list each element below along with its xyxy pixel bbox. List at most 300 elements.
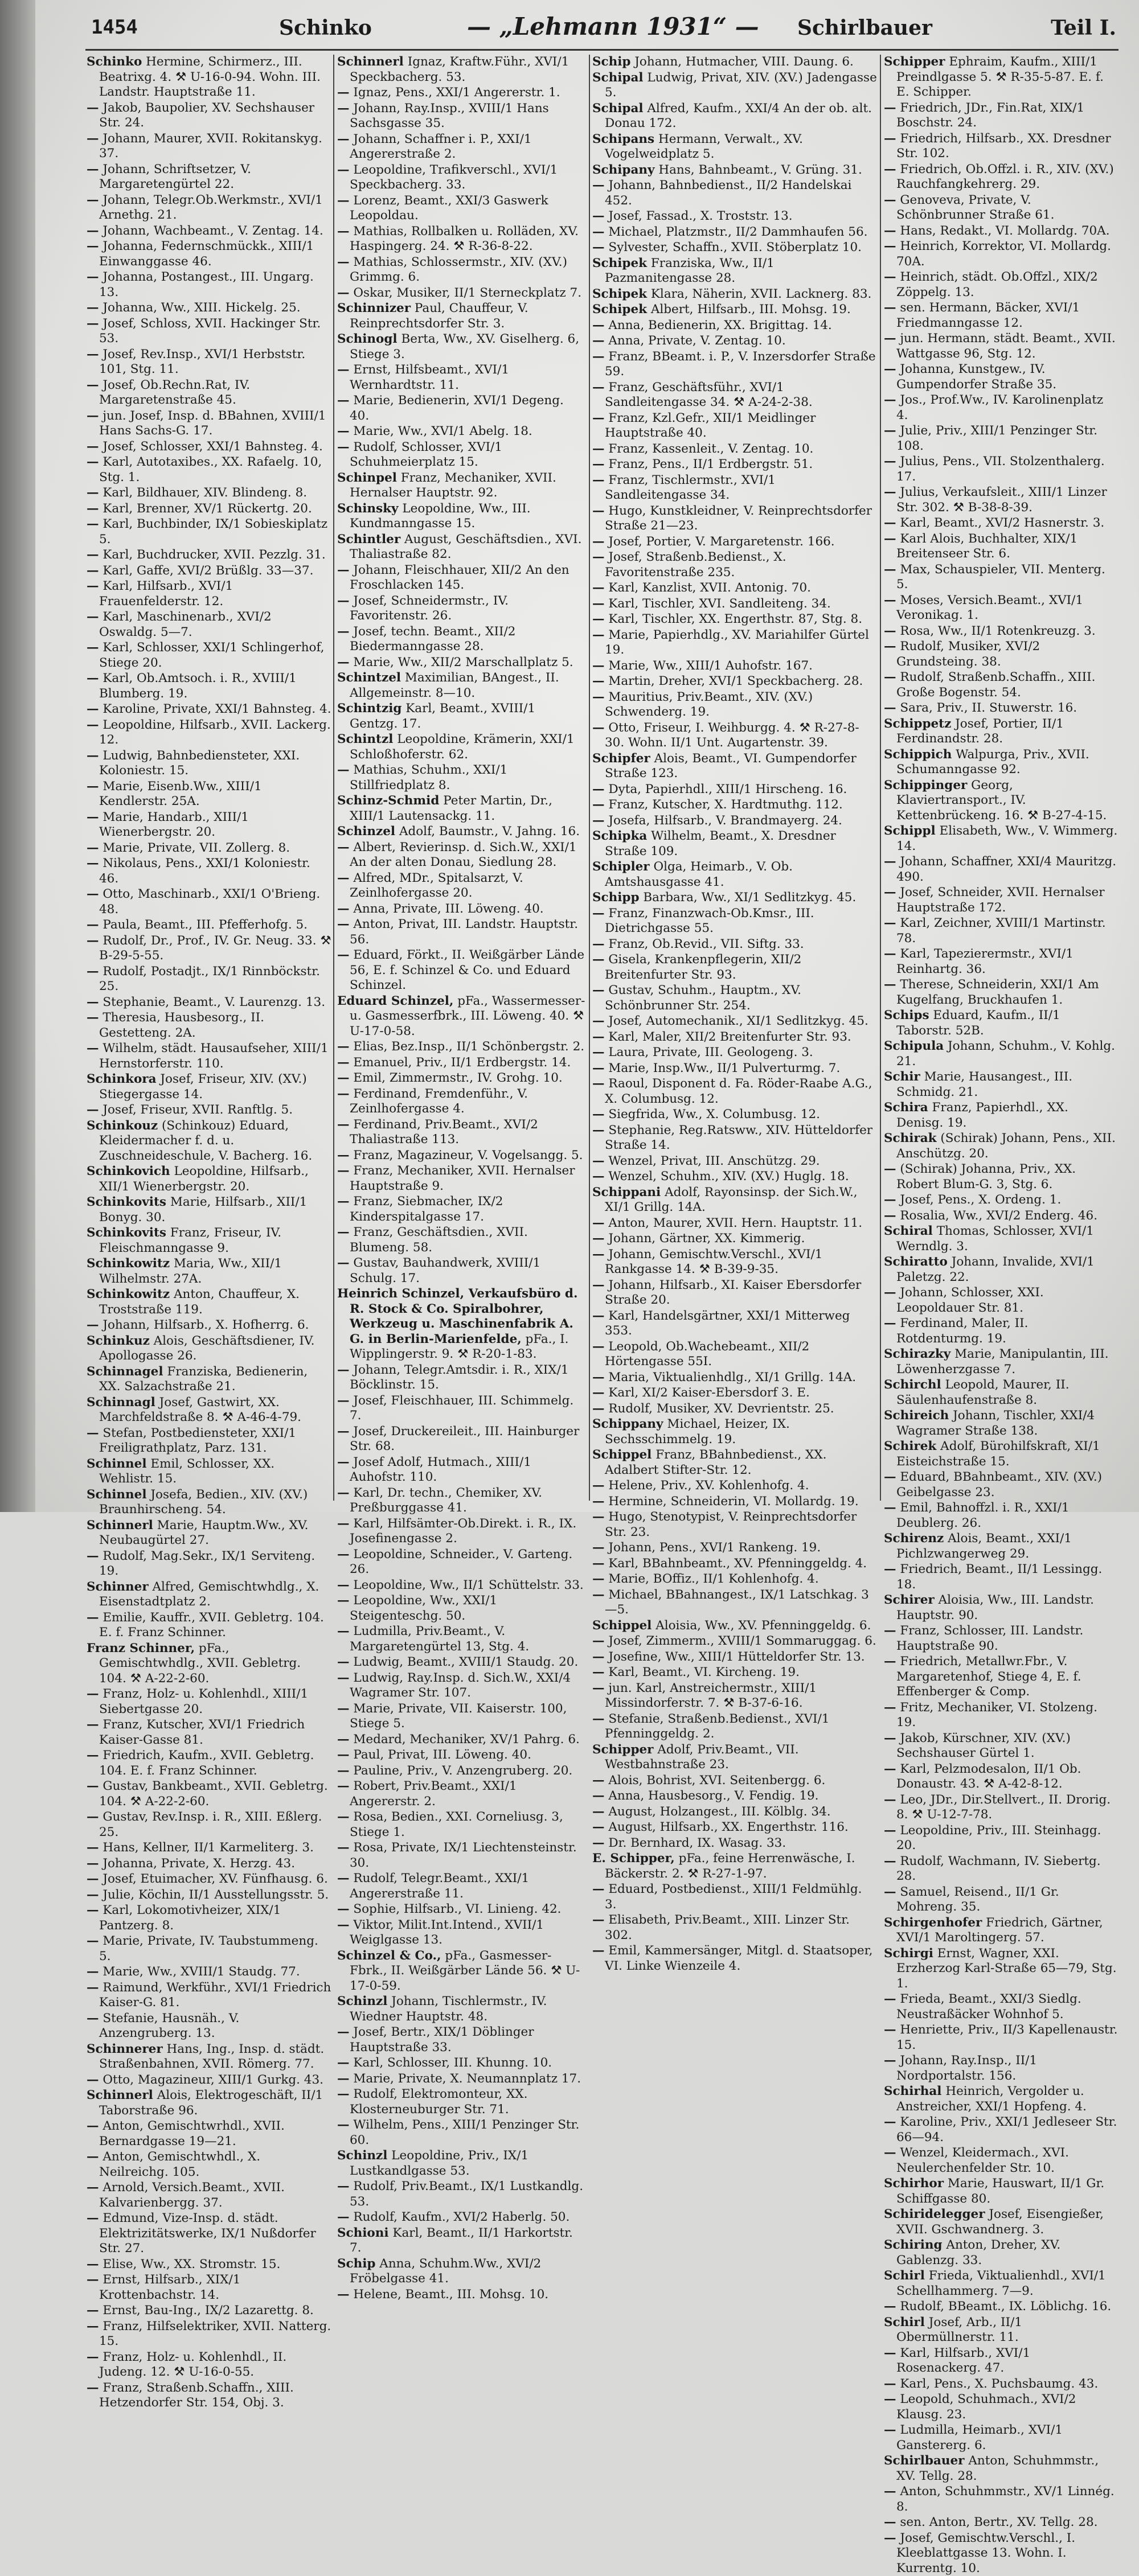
directory-entry [884, 1162, 1118, 1192]
entry-details: Ferdinand, Priv.Beamt., XVI/2 Thaliastraße 113. [350, 1118, 538, 1147]
directory-entry [87, 564, 331, 579]
entry-details: Franz, Hilfselektriker, XVII. Natterg. 15. [99, 2319, 331, 2349]
entry-details: August, Geschäftsdien., XVI. Thaliastraße 82. [350, 532, 581, 562]
directory-entry [884, 224, 1118, 239]
entry-details: Josef Adolf, Hutmach., XIII/1 Auhofstr. 110. [350, 1455, 531, 1485]
directory-entry [87, 2042, 331, 2072]
entry-details: Mauritius, Priv.Beamt., XIV. (XV.) Schwenderg. 19. [605, 690, 813, 720]
entry-details: Johann, Telegr.Ob.Werkmstr., XVI/1 Arnethg. 21. [99, 193, 323, 223]
entry-details: Johann, Telegr.Amtsdir. i. R., XIX/1 Böcklinstr. 15. [350, 1363, 569, 1392]
entry-details: (Schirak) Johanna, Priv., XX. Robert Blum-G. 3, Stg. 6. [896, 1162, 1076, 1192]
entry-surname: Schinner [87, 1580, 149, 1594]
entry-surname: — [884, 562, 896, 577]
directory-entry [884, 1624, 1118, 1654]
entry-details: Leopoldine, Krämerin, XXI/1 Schloßhoferstr. 62. [350, 732, 575, 762]
entry-surname: — [87, 1687, 99, 1701]
entry-details: Karl, Handelsgärtner, XXI/1 Mitterweg 353. [605, 1309, 850, 1338]
entry-surname: — [337, 393, 350, 408]
entry-surname: — [592, 1588, 605, 1602]
entry-details: (Schinkouz) Eduard, Kleidermacher f. d. u. Zuschneideschule, V. Bacherg. 16. [99, 1119, 312, 1163]
entry-details: Franz, Straßenb.Schaffn., XIII. Hetzendorfer Str. 154, Obj. 3. [99, 2381, 294, 2410]
entry-surname: Schipp [592, 890, 639, 905]
directory-entry [87, 1334, 331, 1364]
directory-entry [884, 639, 1118, 669]
entry-surname: — [884, 301, 896, 315]
entry-surname: — [337, 1671, 350, 1685]
entry-details: Marie, Private, VII. Kaiserstr. 100, Stiege 5. [350, 1702, 567, 1731]
column-2 [337, 55, 587, 1501]
entry-details: Karl, Schlosser, III. Khunng. 10. [353, 2056, 552, 2070]
entry-surname: — [87, 224, 99, 238]
entry-details: Otto, Friseur, I. Weihburgg. 4. ⚒ R-27-8-30. Wohn. II/1 Unt. Augartenstr. 39. [605, 721, 859, 750]
entry-surname: — [592, 1247, 605, 1262]
entry-details: Hans, Bahnbeamt., V. Grüng. 31. [658, 163, 862, 177]
entry-surname: — [87, 2257, 99, 2271]
volume-part: Teil I. [1051, 16, 1116, 40]
directory-entry [592, 1572, 877, 1587]
entry-surname: Schinnagel [87, 1365, 163, 1379]
directory-entry [884, 101, 1118, 131]
entry-surname: — [337, 840, 350, 854]
entry-surname: — [592, 1944, 605, 1958]
entry-details: Rosalia, Ww., XVI/2 Enderg. 46. [900, 1209, 1097, 1223]
directory-entry [337, 363, 587, 393]
entry-details: Jakob, Baupolier, XV. Sechshauser Str. 24. [99, 101, 314, 130]
entry-details: Jakob, Kürschner, XIV. (XV.) Sechshauser Gürtel 1. [896, 1731, 1071, 1761]
entry-details: Josef, Schlosser, XXI/1 Bahnsteg. 4. [103, 439, 323, 454]
directory-entry [884, 1347, 1118, 1377]
entry-surname: — [87, 2319, 99, 2333]
running-title: — „Lehmann 1931“ — [467, 13, 759, 40]
directory-entry [87, 517, 331, 547]
directory-entry [592, 612, 877, 627]
entry-details: Josef, Fleischhauer, III. Schimmelg. 7. [350, 1394, 573, 1423]
directory-entry [87, 55, 331, 100]
entry-details: Johann, Invalide, XVI/1 Paletzg. 22. [896, 1255, 1095, 1284]
directory-entry [87, 1748, 331, 1778]
binding-edge [0, 0, 35, 1512]
entry-details: Ludwig, Bahnbediensteter, XXI. Koloniestr. 15. [99, 749, 300, 778]
directory-entry [592, 178, 877, 208]
entry-details: Alois, Beamt., VI. Gumpendorfer Straße 123. [605, 751, 857, 781]
entry-details: Julius, Pens., VII. Stolzenthalerg. 17. [896, 454, 1105, 484]
directory-entry [884, 331, 1118, 361]
entry-surname: Schirer [884, 1593, 935, 1607]
entry-details: Friedrich, Gärtner, XVI/1 Maroltingerg. 57. [896, 1916, 1103, 1945]
entry-details: Sophie, Hilfsarb., VI. Linieng. 42. [353, 1902, 561, 1916]
entry-details: Karl, Lokomotivheizer, XIX/1 Pantzerg. 8. [99, 1903, 281, 1933]
entry-details: Eduard, BBahnbeamt., XIV. (XV.) Geibelgasse 23. [896, 1470, 1102, 1499]
directory-entry [592, 457, 877, 473]
entry-details: Josef, techn. Beamt., XII/2 Biedermanngasse 28. [350, 625, 515, 654]
entry-details: Ludwig, Beamt., XVIII/1 Staudg. 20. [353, 1655, 578, 1669]
directory-entry [884, 1946, 1118, 1992]
directory-entry [592, 334, 877, 349]
directory-entry [592, 581, 877, 596]
entry-details: Anna, Hausbesorg., V. Fendig. 19. [608, 1789, 818, 1803]
directory-entry [337, 101, 587, 132]
entry-surname: — [884, 424, 896, 438]
entry-surname: — [337, 440, 350, 454]
entry-details: Stefanie, Straßenb.Bedienst., XVI/1 Pfenninggeldg. 2. [605, 1712, 829, 1741]
entry-details: Franz, Tischlermstr., XVI/1 Sandleitengasse 34. [605, 473, 776, 503]
directory-entry [592, 721, 877, 751]
entry-details: Leopold, Ob.Wachebeamt., XII/2 Hörtengasse 55I. [605, 1340, 809, 1369]
entry-surname: — [884, 224, 896, 238]
entry-details: Viktor, Milit.Int.Intend., XVII/1 Weiglgasse 13. [350, 1918, 544, 1948]
directory-entry [592, 1077, 877, 1107]
column-1 [87, 55, 331, 1501]
entry-details: Otto, Magazineur, XIII/1 Gurkg. 43. [103, 2073, 323, 2087]
directory-entry [87, 1903, 331, 1933]
entry-details: Marie, Bedienerin, XVI/1 Degeng. 40. [350, 393, 564, 423]
entry-surname: — [87, 2211, 99, 2225]
entry-details: Franz, Kutscher, XVI/1 Friedrich Kaiser-Gasse 81. [99, 1718, 305, 1747]
entry-details: Karl, Beamt., VI. Kircheng. 19. [608, 1665, 800, 1679]
entry-details: Johanna, Federnschmückk., XIII/1 Einwanggasse 46. [99, 239, 314, 269]
directory-entry [592, 1851, 877, 1881]
entry-surname: Schinsky [337, 502, 399, 516]
entry-surname: Schinkowitz [87, 1256, 170, 1271]
entry-surname: — [592, 1370, 605, 1384]
entry-surname: — [337, 2179, 350, 2193]
column-3 [592, 55, 877, 1501]
directory-entry [884, 1131, 1118, 1161]
directory-entry [337, 1918, 587, 1948]
directory-entry [592, 798, 877, 813]
entry-surname: Schioni [337, 2226, 389, 2240]
directory-entry [884, 2515, 1118, 2530]
entry-surname: — [87, 317, 99, 331]
entry-details: Rudolf, Straßenb.Schaffn., XIII. Große Bogenstr. 54. [896, 670, 1096, 700]
directory-entry [592, 1448, 877, 1478]
entry-details: Franz, Finanzwach-Ob.Kmsr., III. Dietrichgasse 55. [605, 906, 814, 936]
directory-entry [87, 101, 331, 131]
entry-details: Emilie, Kauffr., XVII. Gebletrg. 104. E. f. Franz Schinner. [99, 1610, 324, 1640]
directory-entry [337, 671, 587, 701]
directory-entry [87, 1840, 331, 1856]
entry-surname: — [592, 380, 605, 395]
entry-surname: — [592, 1510, 605, 1524]
entry-surname: — [337, 1394, 350, 1408]
entry-surname: — [87, 101, 99, 115]
entry-surname: Schipper [884, 55, 945, 69]
directory-entry [884, 2176, 1118, 2207]
entry-surname: — [337, 625, 350, 639]
directory-entry [592, 1836, 877, 1851]
directory-entry [592, 1340, 877, 1370]
entry-surname: — [87, 1903, 99, 1917]
directory-entry [884, 593, 1118, 623]
entry-details: Sylvester, Schaffn., XVII. Stöberplatz 10. [608, 240, 862, 254]
entry-details: sen. Hermann, Bäcker, XVI/1 Friedmanngasse 12. [896, 301, 1080, 330]
entry-details: Rudolf, Wachmann, IV. Siebertg. 28. [896, 1854, 1101, 1884]
entry-details: Franz, Kassenleit., V. Zentag. 10. [608, 442, 813, 456]
directory-entry [337, 2287, 587, 2303]
directory-entry [884, 1378, 1118, 1408]
entry-surname: — [884, 2115, 896, 2129]
directory-entry [337, 1902, 587, 1917]
entry-details: Medard, Mechaniker, XV/1 Pahrg. 6. [353, 1732, 580, 1747]
entry-surname: — [592, 535, 605, 549]
directory-entry [337, 1071, 587, 1086]
directory-entry [87, 548, 331, 563]
directory-entry [592, 1169, 877, 1185]
entry-surname: — [592, 411, 605, 425]
entry-surname: — [337, 1118, 350, 1132]
directory-entry [592, 1216, 877, 1231]
entry-surname: — [87, 718, 99, 732]
directory-entry [884, 1793, 1118, 1823]
entry-details: Karl, Pens., X. Puchsbaumg. 43. [900, 2377, 1098, 2391]
directory-entry [337, 2226, 587, 2256]
entry-details: Johann, Schriftsetzer, V. Margaretengürtel 22. [99, 162, 251, 192]
entry-details: pFa., Gemischtwhdlg., XVII. Gebletrg. 104. ⚒ A-22-2-60. [99, 1641, 301, 1686]
entry-details: Rudolf, Dr., Prof., IV. Gr. Neug. 33. ⚒ B-29-5-55. [99, 934, 331, 963]
entry-details: Rosa, Ww., II/1 Rotenkreuzg. 3. [900, 624, 1095, 638]
entry-surname: — [884, 1731, 896, 1745]
entry-surname: — [337, 1225, 350, 1239]
directory-entry [884, 2207, 1118, 2237]
entry-details: Johanna, Ww., XIII. Hickelg. 25. [103, 301, 300, 315]
entry-details: Josef, Schneidermstr., IV. Favoritenstr. 26. [350, 594, 509, 623]
directory-entry [592, 225, 877, 240]
entry-surname: — [87, 517, 99, 531]
directory-entry [592, 1712, 877, 1742]
directory-entry [592, 1154, 877, 1169]
directory-entry [592, 1061, 877, 1077]
entry-surname: Schinzl [337, 1994, 387, 2008]
entry-surname: — [87, 810, 99, 824]
entry-details: Marie, Private, VII. Zollerg. 8. [103, 841, 290, 855]
entry-details: Friedrich, Hilfsarb., XX. Dresdner Str. 102. [896, 132, 1111, 161]
entry-surname: — [884, 639, 896, 654]
entry-surname: — [87, 1549, 99, 1563]
entry-details: Alfred, MDr., Spitalsarzt, V. Zeinlhofergasse 20. [350, 871, 523, 901]
entry-surname: Schinzel [337, 824, 395, 839]
entry-details: Emil, Kammersänger, Mitgl. d. Staatsoper, VI. Linke Wienzeile 4. [605, 1944, 872, 1973]
entry-details: Josef, Eisengießer, XVII. Gschwandnerg. 3. [896, 2207, 1104, 2237]
directory-entry [337, 1486, 587, 1516]
entry-surname: Schira [884, 1100, 928, 1115]
entry-surname: — [592, 814, 605, 828]
directory-entry [592, 1045, 877, 1061]
entry-surname: — [592, 240, 605, 254]
directory-entry [87, 1488, 331, 1518]
entry-details: Leopoldine, Ww., II/1 Schüttelstr. 33. [353, 1578, 583, 1592]
directory-entry [87, 162, 331, 192]
directory-entry [87, 2119, 331, 2149]
entry-surname: — [592, 1712, 605, 1726]
entry-surname: Schip [337, 2257, 375, 2271]
entry-surname: — [87, 1318, 99, 1332]
directory-entry [592, 504, 877, 534]
entry-details: Eduard, Förkt., II. Weißgärber Lände 56, E. f. Schinzel & Co. und Eduard Schinzel. [350, 948, 584, 992]
entry-details: pFa., Gasmesser-Fbrk., II. Weißgärber Lände 56. ⚒ U-17-0-59. [350, 1949, 580, 1993]
directory-entry [87, 887, 331, 917]
directory-entry [884, 2346, 1118, 2376]
directory-entry [337, 1779, 587, 1809]
entry-surname: — [337, 1547, 350, 1562]
directory-entry [884, 1992, 1118, 2022]
entry-surname: Schipek [592, 256, 647, 270]
entry-surname: — [592, 1665, 605, 1679]
entry-details: Leopoldine, Priv., III. Steinhagg. 20. [896, 1823, 1101, 1853]
directory-entry [337, 163, 587, 193]
directory-entry [592, 1123, 877, 1153]
entry-details: Johann, Hutmacher, VIII. Daung. 6. [634, 55, 854, 69]
entry-details: Max, Schauspieler, VII. Menterg. 5. [896, 562, 1105, 592]
directory-entry [337, 2118, 587, 2148]
entry-details: Ernst, Hilfsbeamt., XVI/1 Wernhardtstr. 11. [350, 363, 509, 392]
entry-surname: — [592, 628, 605, 642]
entry-surname: — [87, 918, 99, 932]
page-number: 1454 [91, 16, 138, 39]
entry-details: Josef, Portier, V. Margaretenstr. 166. [608, 535, 834, 549]
directory-entry [337, 2179, 587, 2209]
directory-entry [337, 85, 587, 101]
directory-entry [592, 1014, 877, 1029]
directory-entry [884, 454, 1118, 484]
entry-details: Johann, Schaffner i. P., XXI/1 Angererstraße 2. [350, 132, 532, 162]
entry-surname: — [87, 486, 99, 500]
directory-entry [87, 1426, 331, 1456]
entry-details: Ludmilla, Priv.Beamt., V. Margaretengürtel 13, Stg. 4. [350, 1624, 529, 1654]
directory-entry [884, 2115, 1118, 2145]
entry-surname: Schiral [884, 1224, 933, 1238]
directory-entry [884, 885, 1118, 915]
directory-entry [337, 1810, 587, 1840]
entry-surname: Schiring [884, 2238, 943, 2252]
entry-details: Sara, Priv., II. Stuwerstr. 16. [900, 701, 1077, 715]
entry-surname: — [884, 331, 896, 346]
directory-entry [337, 2025, 587, 2055]
entry-details: Henriette, Priv., II/3 Kapellenaustr. 15. [896, 2023, 1117, 2052]
entry-details: Nikolaus, Pens., XXI/1 Koloniestr. 46. [99, 856, 310, 886]
directory-entry [884, 2238, 1118, 2268]
directory-entry [884, 747, 1118, 778]
directory-entry [87, 2180, 331, 2211]
entry-surname: — [87, 749, 99, 763]
entry-details: Gustav, Rev.Insp. i. R., XIII. Eßlerg. 25. [99, 1810, 322, 1839]
entry-surname: Schinkovits [87, 1226, 166, 1240]
directory-entry [337, 732, 587, 762]
entry-details: Hermine, Schneiderin, VI. Mollardg. 19. [608, 1494, 858, 1509]
entry-surname: — [592, 983, 605, 997]
directory-entry [87, 1010, 331, 1041]
directory-entry [884, 1285, 1118, 1316]
entry-surname: — [87, 610, 99, 624]
entry-details: Karl, Dr. techn., Chemiker, XV. Preßburggasse 41. [350, 1486, 542, 1515]
entry-surname: — [337, 1655, 350, 1669]
entry-surname: — [884, 1193, 896, 1207]
entry-surname: — [87, 439, 99, 454]
directory-entry [87, 918, 331, 933]
entry-surname: — [592, 581, 605, 595]
directory-entry [884, 1885, 1118, 1915]
entry-surname: — [87, 1856, 99, 1871]
directory-entry [592, 1556, 877, 1572]
directory-entry [884, 1100, 1118, 1131]
directory-entry [87, 1103, 331, 1118]
directory-entry [592, 287, 877, 302]
entry-details: Emil, Bahnoffzl. i. R., XXI/1 Deublerg. 26. [896, 1501, 1070, 1530]
entry-details: sen. Anton, Bertr., XV. Tellg. 28. [900, 2515, 1097, 2529]
entry-surname: Schippel [592, 1618, 652, 1633]
directory-entry [87, 810, 331, 840]
entry-details: Franz, Mechaniker, XVII. Hernalser Hauptstr. 92. [350, 471, 556, 500]
directory-entry [884, 1501, 1118, 1531]
entry-surname: Schipans [592, 132, 654, 146]
entry-surname: — [337, 1164, 350, 1178]
directory-entry [592, 890, 877, 906]
directory-entry [592, 1681, 877, 1711]
directory-entry [884, 485, 1118, 515]
directory-entry [337, 1624, 587, 1654]
entry-surname: — [337, 655, 350, 669]
directory-entry [884, 2269, 1118, 2299]
directory-entry [884, 2531, 1118, 2576]
entry-surname: — [337, 1810, 350, 1824]
entry-details: Klara, Näherin, XVII. Lacknerg. 83. [651, 287, 872, 301]
entry-details: Hans, Ing., Insp. d. städt. Straßenbahnen, XVII. Römerg. 77. [99, 2042, 324, 2072]
entry-surname: Schirhal [884, 2084, 941, 2098]
entry-surname: — [337, 1424, 350, 1439]
entry-details: Ferdinand, Fremdenführ., V. Zeinlhofergasse 4. [350, 1087, 528, 1116]
entry-details: Albert, Revierinsp. d. Sich.W., XXI/1 An der alten Donau, Siedlung 28. [350, 840, 577, 870]
directory-entry [337, 424, 587, 439]
directory-entry [87, 270, 331, 300]
entry-details: Franz, Schlosser, III. Landstr. Hauptstraße 90. [896, 1624, 1083, 1653]
directory-entry [592, 71, 877, 101]
entry-surname: Heinrich Schinzel, Verkaufsbüro d. R. Stock & Co. Spiralbohrer, Werkzeug u. Maschinenfabrik A. G. in Berlin-Marienfelde, [337, 1287, 577, 1346]
entry-details: Karl, Autotaxibes., XX. Rafaelg. 10, Stg. 1. [99, 455, 322, 484]
entry-details: Marie, Private, X. Neumannplatz 17. [353, 2072, 581, 2086]
entry-surname: — [592, 318, 605, 332]
entry-details: Hermine, Schirmerz., III. Beatrixg. 4. ⚒ U-16-0-94. Wohn. III. Landstr. Hauptstraße 11. [99, 55, 321, 99]
entry-surname: — [592, 1478, 605, 1493]
directory-entry [87, 502, 331, 517]
directory-entry [87, 347, 331, 377]
entry-details: Eduard, Kaufm., II/1 Taborstr. 52B. [896, 1008, 1060, 1038]
directory-entry [87, 579, 331, 609]
entry-surname: — [592, 782, 605, 796]
entry-surname: — [592, 442, 605, 456]
entry-details: Marie, BOffiz., II/1 Kohlenhofg. 4. [608, 1572, 818, 1586]
entry-surname: — [337, 1593, 350, 1608]
entry-surname: — [337, 2118, 350, 2132]
entry-surname: — [87, 856, 99, 870]
directory-entry [87, 301, 331, 316]
directory-entry [884, 162, 1118, 192]
entry-details: Robert, Priv.Beamt., XXI/1 Angererstr. 2. [350, 1779, 517, 1809]
entry-details: Josefine, Ww., XIII/1 Hütteldorfer Str. 13. [608, 1650, 865, 1664]
directory-entry [87, 2088, 331, 2118]
directory-entry [87, 1119, 331, 1164]
directory-entry [884, 1593, 1118, 1623]
entry-details: Gustav, Schuhm., Hauptm., XV. Schönbrunner Str. 254. [605, 983, 801, 1013]
entry-surname: — [337, 424, 350, 438]
entry-surname: — [884, 701, 896, 715]
entry-surname: — [337, 1764, 350, 1778]
directory-entry [884, 1408, 1118, 1439]
entry-surname: Schinnagl [87, 1395, 155, 1410]
directory-entry [592, 209, 877, 224]
entry-surname: — [337, 255, 350, 269]
entry-details: Rudolf, Priv.Beamt., IX/1 Lustkandlg. 53. [350, 2179, 583, 2209]
directory-entry [337, 1840, 587, 1871]
entry-details: Karl, Schlosser, XXI/1 Schlingerhof, Stiege 20. [99, 640, 325, 670]
